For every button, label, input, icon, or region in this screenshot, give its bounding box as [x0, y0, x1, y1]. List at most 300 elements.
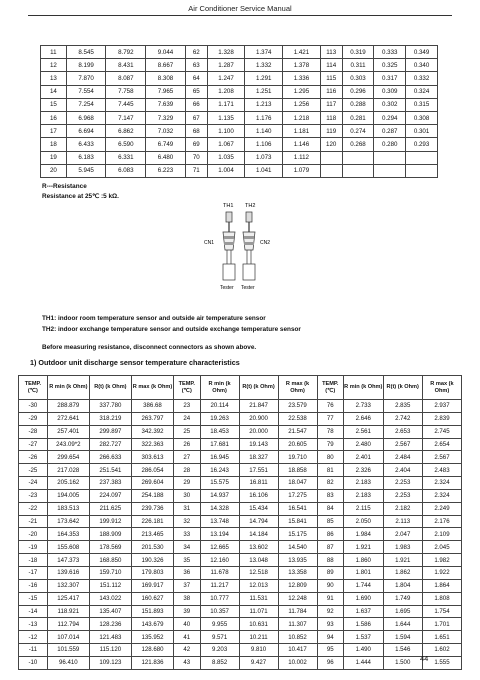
table-cell: 12.518: [239, 566, 278, 579]
table-cell: -14: [19, 605, 48, 618]
table-row: [19, 541, 462, 554]
table-cell: 2.047: [383, 528, 422, 541]
column-header: R min (k Ohm): [344, 376, 383, 400]
table-cell: 128.236: [89, 618, 131, 631]
table-cell: 83: [317, 489, 344, 502]
table-cell: 14.184: [239, 528, 278, 541]
table-cell: 117: [320, 98, 342, 111]
table-cell: 1.106: [245, 138, 283, 151]
table-cell: 1.744: [344, 579, 383, 592]
table-cell: 2.045: [422, 541, 461, 554]
table-row: [41, 72, 438, 85]
table-cell: -17: [19, 566, 48, 579]
table-cell: 18.047: [278, 477, 317, 490]
table-cell: 143.679: [131, 618, 173, 631]
table-cell: 70: [185, 151, 207, 164]
table-cell: 18.327: [239, 451, 278, 464]
table-cell: 243.09*2: [47, 438, 89, 451]
table-cell: 2.835: [383, 400, 422, 413]
table-cell: 322.363: [131, 438, 173, 451]
table-cell: 15.841: [278, 515, 317, 528]
table-cell: 143.022: [89, 592, 131, 605]
table-cell: 0.308: [406, 111, 438, 124]
table-cell: 2.326: [344, 464, 383, 477]
table-cell: 1.328: [207, 46, 245, 59]
table-cell: 199.912: [89, 515, 131, 528]
table-cell: 251.541: [89, 464, 131, 477]
table-cell: 1.171: [207, 98, 245, 111]
table-cell: 1.112: [283, 151, 321, 164]
table-cell: 0.311: [342, 59, 374, 72]
table-cell: 9.955: [200, 618, 239, 631]
table-cell: -12: [19, 631, 48, 644]
table-row: [41, 151, 438, 164]
table-row: [19, 644, 462, 657]
table-cell: 160.627: [131, 592, 173, 605]
table-cell: 109.123: [89, 656, 131, 669]
table-cell: 2.182: [383, 502, 422, 515]
table-cell: 113: [320, 46, 342, 59]
table-cell: 85: [317, 515, 344, 528]
table-cell: 118.921: [47, 605, 89, 618]
table-cell: 217.028: [47, 464, 89, 477]
table-cell: 12.248: [278, 592, 317, 605]
table-cell: 12.160: [200, 554, 239, 567]
table-cell: 91: [317, 592, 344, 605]
table-cell: 1.808: [422, 592, 461, 605]
table-cell: 95: [317, 644, 344, 657]
table-cell: 0.333: [374, 46, 406, 59]
table-cell: -27: [19, 438, 48, 451]
table-cell: 2.183: [344, 477, 383, 490]
table-cell: 14: [41, 85, 67, 98]
table-row: [19, 618, 462, 631]
table-cell: 2.483: [422, 464, 461, 477]
table-cell: 303.613: [131, 451, 173, 464]
table-cell: 194.005: [47, 489, 89, 502]
table-cell: 96.410: [47, 656, 89, 669]
table-cell: 1.594: [383, 631, 422, 644]
table-cell: 0.302: [374, 98, 406, 111]
table-cell: 15.575: [200, 477, 239, 490]
table-cell: 1.421: [283, 46, 321, 59]
th1-label: TH1: [223, 203, 234, 209]
table-row: [19, 489, 462, 502]
table-cell: 1.602: [422, 644, 461, 657]
table-cell: 2.324: [422, 489, 461, 502]
table-cell: 13.748: [200, 515, 239, 528]
table-cell: 34: [174, 541, 201, 554]
table-row: [41, 85, 438, 98]
table-row: [19, 656, 462, 669]
table-cell: 1.208: [207, 85, 245, 98]
table-cell: 135.407: [89, 605, 131, 618]
table-cell: 0.301: [406, 125, 438, 138]
table-cell: 237.383: [89, 477, 131, 490]
table-cell: 125.417: [47, 592, 89, 605]
table-cell: 16.541: [278, 502, 317, 515]
table-cell: 1.690: [344, 592, 383, 605]
table-cell: 7.445: [106, 98, 146, 111]
table-cell: 2.183: [344, 489, 383, 502]
table-cell: 1.500: [383, 656, 422, 669]
table-cell: -15: [19, 592, 48, 605]
table-cell: 2.480: [344, 438, 383, 451]
table-cell: -30: [19, 400, 48, 413]
table-cell: 107.014: [47, 631, 89, 644]
table-cell: 31: [174, 502, 201, 515]
table-row: [19, 477, 462, 490]
table-cell: 89: [317, 566, 344, 579]
table-cell: 299.897: [89, 425, 131, 438]
table-cell: 0.281: [342, 111, 374, 124]
table-cell: 20.114: [200, 400, 239, 413]
table-cell: -24: [19, 477, 48, 490]
table-cell: 0.268: [342, 138, 374, 151]
table-row: [41, 164, 438, 177]
table-cell: 0.315: [406, 98, 438, 111]
table-cell: 128.680: [131, 644, 173, 657]
table-cell: 11.678: [200, 566, 239, 579]
table-row: [41, 125, 438, 138]
table-cell: 269.604: [131, 477, 173, 490]
table-cell: 1.295: [283, 85, 321, 98]
column-header: R(t) (k Ohm): [239, 376, 278, 400]
table-row: [19, 592, 462, 605]
table-cell: 29: [174, 477, 201, 490]
table-cell: 188.909: [89, 528, 131, 541]
table-cell: 9.427: [239, 656, 278, 669]
th2-label: TH2: [245, 203, 256, 209]
table-cell: 93: [317, 618, 344, 631]
table-cell: 164.353: [47, 528, 89, 541]
table-cell: 33: [174, 528, 201, 541]
table-cell: 2.561: [344, 425, 383, 438]
column-header: R min (k Ohm): [200, 376, 239, 400]
table-cell: 78: [317, 425, 344, 438]
table-cell: 0.309: [374, 85, 406, 98]
table-cell: 1.004: [207, 164, 245, 177]
table-cell: 266.633: [89, 451, 131, 464]
cn1-label: CN1: [204, 240, 215, 246]
table-cell: 257.401: [47, 425, 89, 438]
table-cell: 1.444: [344, 656, 383, 669]
table-cell: 69: [185, 138, 207, 151]
table-cell: -28: [19, 425, 48, 438]
table-cell: 6.480: [146, 151, 186, 164]
table-cell: 9.044: [146, 46, 186, 59]
table-cell: 80: [317, 451, 344, 464]
table-cell: [374, 164, 406, 177]
discharge-table-header: [19, 376, 462, 400]
resistance-label: R---Resistance: [42, 183, 87, 190]
table-cell: 17.681: [200, 438, 239, 451]
table-cell: 76: [317, 400, 344, 413]
column-header: R(t) (k Ohm): [383, 376, 422, 400]
table-cell: 13.194: [200, 528, 239, 541]
column-header: TEMP. (℃): [174, 376, 201, 400]
table-cell: 6.083: [106, 164, 146, 177]
table-cell: 121.836: [131, 656, 173, 669]
table-cell: 183.513: [47, 502, 89, 515]
table-cell: 12.665: [200, 541, 239, 554]
table-cell: 2.745: [422, 425, 461, 438]
table-cell: 1.922: [422, 566, 461, 579]
table-cell: 1.644: [383, 618, 422, 631]
table-cell: 17.275: [278, 489, 317, 502]
table-cell: 8.431: [106, 59, 146, 72]
table-cell: 1.291: [245, 72, 283, 85]
table-cell: 0.319: [342, 46, 374, 59]
table-cell: 14.540: [278, 541, 317, 554]
table-cell: 23.579: [278, 400, 317, 413]
table-cell: 2.567: [422, 451, 461, 464]
table-cell: 7.758: [106, 85, 146, 98]
table-cell: 2.646: [344, 412, 383, 425]
table-cell: 1.921: [344, 541, 383, 554]
table-cell: 190.326: [131, 554, 173, 567]
table-cell: 1.701: [422, 618, 461, 631]
table-cell: 1.860: [344, 554, 383, 567]
column-header: R max (k Ohm): [131, 376, 173, 400]
table-cell: 135.952: [131, 631, 173, 644]
table-cell: [406, 151, 438, 164]
table-cell: 13.602: [239, 541, 278, 554]
table-cell: 62: [185, 46, 207, 59]
table-cell: 77: [317, 412, 344, 425]
table-cell: 139.616: [47, 566, 89, 579]
table-cell: 132.307: [47, 579, 89, 592]
table-cell: 1.537: [344, 631, 383, 644]
table-cell: 2.567: [383, 438, 422, 451]
resistance-table-body: [41, 46, 438, 178]
table-cell: 12: [41, 59, 67, 72]
table-cell: 81: [317, 464, 344, 477]
table-cell: 27: [174, 451, 201, 464]
table-cell: 41: [174, 631, 201, 644]
table-cell: [342, 151, 374, 164]
table-cell: 19.143: [239, 438, 278, 451]
table-cell: 18: [41, 138, 67, 151]
table-cell: 11.531: [239, 592, 278, 605]
table-row: [19, 631, 462, 644]
table-cell: 115: [320, 72, 342, 85]
table-cell: 6.331: [106, 151, 146, 164]
table-cell: 20: [41, 164, 67, 177]
table-cell: 20.605: [278, 438, 317, 451]
section-title: 1) Outdoor unit discharge sensor temperature characteristics: [30, 358, 240, 367]
table-cell: -19: [19, 541, 48, 554]
table-cell: 151.893: [131, 605, 173, 618]
table-cell: 2.404: [383, 464, 422, 477]
table-cell: 1.218: [283, 111, 321, 124]
table-cell: 7.329: [146, 111, 186, 124]
table-cell: 87: [317, 541, 344, 554]
table-cell: 2.253: [383, 477, 422, 490]
table-cell: 1.921: [383, 554, 422, 567]
table-cell: 2.653: [383, 425, 422, 438]
table-cell: 112.794: [47, 618, 89, 631]
resistance-table-continued: [40, 45, 438, 178]
table-cell: 14.937: [200, 489, 239, 502]
table-row: [41, 46, 438, 59]
table-cell: 1.035: [207, 151, 245, 164]
table-cell: [320, 151, 342, 164]
table-cell: 0.325: [374, 59, 406, 72]
column-header: R min (k Ohm): [47, 376, 89, 400]
table-cell: 22.538: [278, 412, 317, 425]
table-cell: 21.547: [278, 425, 317, 438]
table-cell: 0.296: [342, 85, 374, 98]
table-cell: -26: [19, 451, 48, 464]
table-cell: -29: [19, 412, 48, 425]
sensor-connection-diagram: [190, 198, 300, 296]
table-row: [41, 98, 438, 111]
table-cell: 15.434: [239, 502, 278, 515]
table-cell: 211.625: [89, 502, 131, 515]
table-cell: 37: [174, 579, 201, 592]
table-cell: 10.357: [200, 605, 239, 618]
table-cell: 1.546: [383, 644, 422, 657]
tester-probes-icon: [223, 250, 255, 280]
table-cell: 10.631: [239, 618, 278, 631]
table-row: [19, 528, 462, 541]
table-cell: 1.637: [344, 605, 383, 618]
table-cell: 0.324: [406, 85, 438, 98]
table-row: [41, 138, 438, 151]
table-cell: 13.048: [239, 554, 278, 567]
table-cell: -13: [19, 618, 48, 631]
table-cell: 67: [185, 111, 207, 124]
table-cell: 18.858: [278, 464, 317, 477]
table-cell: 66: [185, 98, 207, 111]
table-cell: -25: [19, 464, 48, 477]
table-cell: 6.183: [66, 151, 106, 164]
table-cell: 120: [320, 138, 342, 151]
table-cell: [342, 164, 374, 177]
table-cell: 1.490: [344, 644, 383, 657]
table-cell: 114: [320, 59, 342, 72]
table-cell: 1.247: [207, 72, 245, 85]
table-cell: 11.784: [278, 605, 317, 618]
table-cell: 2.324: [422, 477, 461, 490]
table-cell: 8.545: [66, 46, 106, 59]
table-cell: 7.147: [106, 111, 146, 124]
table-row: [41, 111, 438, 124]
table-cell: 12.013: [239, 579, 278, 592]
table-cell: 1.804: [383, 579, 422, 592]
table-row: [41, 59, 438, 72]
page-number: 44: [420, 654, 429, 663]
table-cell: 121.483: [89, 631, 131, 644]
table-cell: 1.287: [207, 59, 245, 72]
table-cell: 17: [41, 125, 67, 138]
table-cell: 0.274: [342, 125, 374, 138]
table-cell: 16.106: [239, 489, 278, 502]
table-cell: 169.917: [131, 579, 173, 592]
table-cell: 38: [174, 592, 201, 605]
table-cell: 10.002: [278, 656, 317, 669]
table-cell: -20: [19, 528, 48, 541]
table-cell: 7.554: [66, 85, 106, 98]
table-row: [19, 605, 462, 618]
table-cell: 1.983: [383, 541, 422, 554]
table-cell: 2.484: [383, 451, 422, 464]
table-cell: 147.373: [47, 554, 89, 567]
table-cell: 0.294: [374, 111, 406, 124]
table-cell: 1.067: [207, 138, 245, 151]
table-cell: 42: [174, 644, 201, 657]
table-cell: 2.742: [383, 412, 422, 425]
table-cell: 1.651: [422, 631, 461, 644]
table-cell: 0.293: [406, 138, 438, 151]
table-cell: 226.181: [131, 515, 173, 528]
discharge-table-body: [19, 400, 462, 670]
table-cell: 6.968: [66, 111, 106, 124]
table-cell: 92: [317, 605, 344, 618]
table-cell: 101.559: [47, 644, 89, 657]
table-cell: 1.146: [283, 138, 321, 151]
table-cell: 118: [320, 111, 342, 124]
table-cell: 342.392: [131, 425, 173, 438]
table-cell: 6.749: [146, 138, 186, 151]
table-cell: [320, 164, 342, 177]
table-cell: 9.203: [200, 644, 239, 657]
table-cell: 178.569: [89, 541, 131, 554]
table-cell: 16.243: [200, 464, 239, 477]
table-row: [19, 554, 462, 567]
table-cell: -11: [19, 644, 48, 657]
table-cell: 0.288: [342, 98, 374, 111]
column-header: R max (k Ohm): [278, 376, 317, 400]
header-rule: [28, 15, 452, 16]
table-cell: 7.032: [146, 125, 186, 138]
table-cell: 43: [174, 656, 201, 669]
column-header: R(t) (k Ohm): [89, 376, 131, 400]
table-cell: 1.176: [245, 111, 283, 124]
table-cell: 1.982: [422, 554, 461, 567]
table-cell: 1.336: [283, 72, 321, 85]
table-cell: 5.945: [66, 164, 106, 177]
table-cell: 0.332: [406, 72, 438, 85]
table-cell: 272.641: [47, 412, 89, 425]
table-cell: 19: [41, 151, 67, 164]
table-cell: 1.079: [283, 164, 321, 177]
table-cell: 0.303: [342, 72, 374, 85]
table-cell: -10: [19, 656, 48, 669]
table-cell: 8.087: [106, 72, 146, 85]
table-cell: 6.694: [66, 125, 106, 138]
table-cell: 10.211: [239, 631, 278, 644]
table-cell: 86: [317, 528, 344, 541]
table-cell: 8.667: [146, 59, 186, 72]
table-cell: 286.054: [131, 464, 173, 477]
table-cell: 1.864: [422, 579, 461, 592]
table-cell: 32: [174, 515, 201, 528]
table-cell: 2.050: [344, 515, 383, 528]
table-cell: 205.162: [47, 477, 89, 490]
table-cell: 119: [320, 125, 342, 138]
table-cell: 288.879: [47, 400, 89, 413]
table-cell: 1.749: [383, 592, 422, 605]
table-cell: 71: [185, 164, 207, 177]
table-cell: 0.340: [406, 59, 438, 72]
table-cell: 17.551: [239, 464, 278, 477]
table-cell: 8.199: [66, 59, 106, 72]
table-cell: 254.188: [131, 489, 173, 502]
table-cell: 0.287: [374, 125, 406, 138]
tester-label-2: Tester: [241, 285, 255, 291]
